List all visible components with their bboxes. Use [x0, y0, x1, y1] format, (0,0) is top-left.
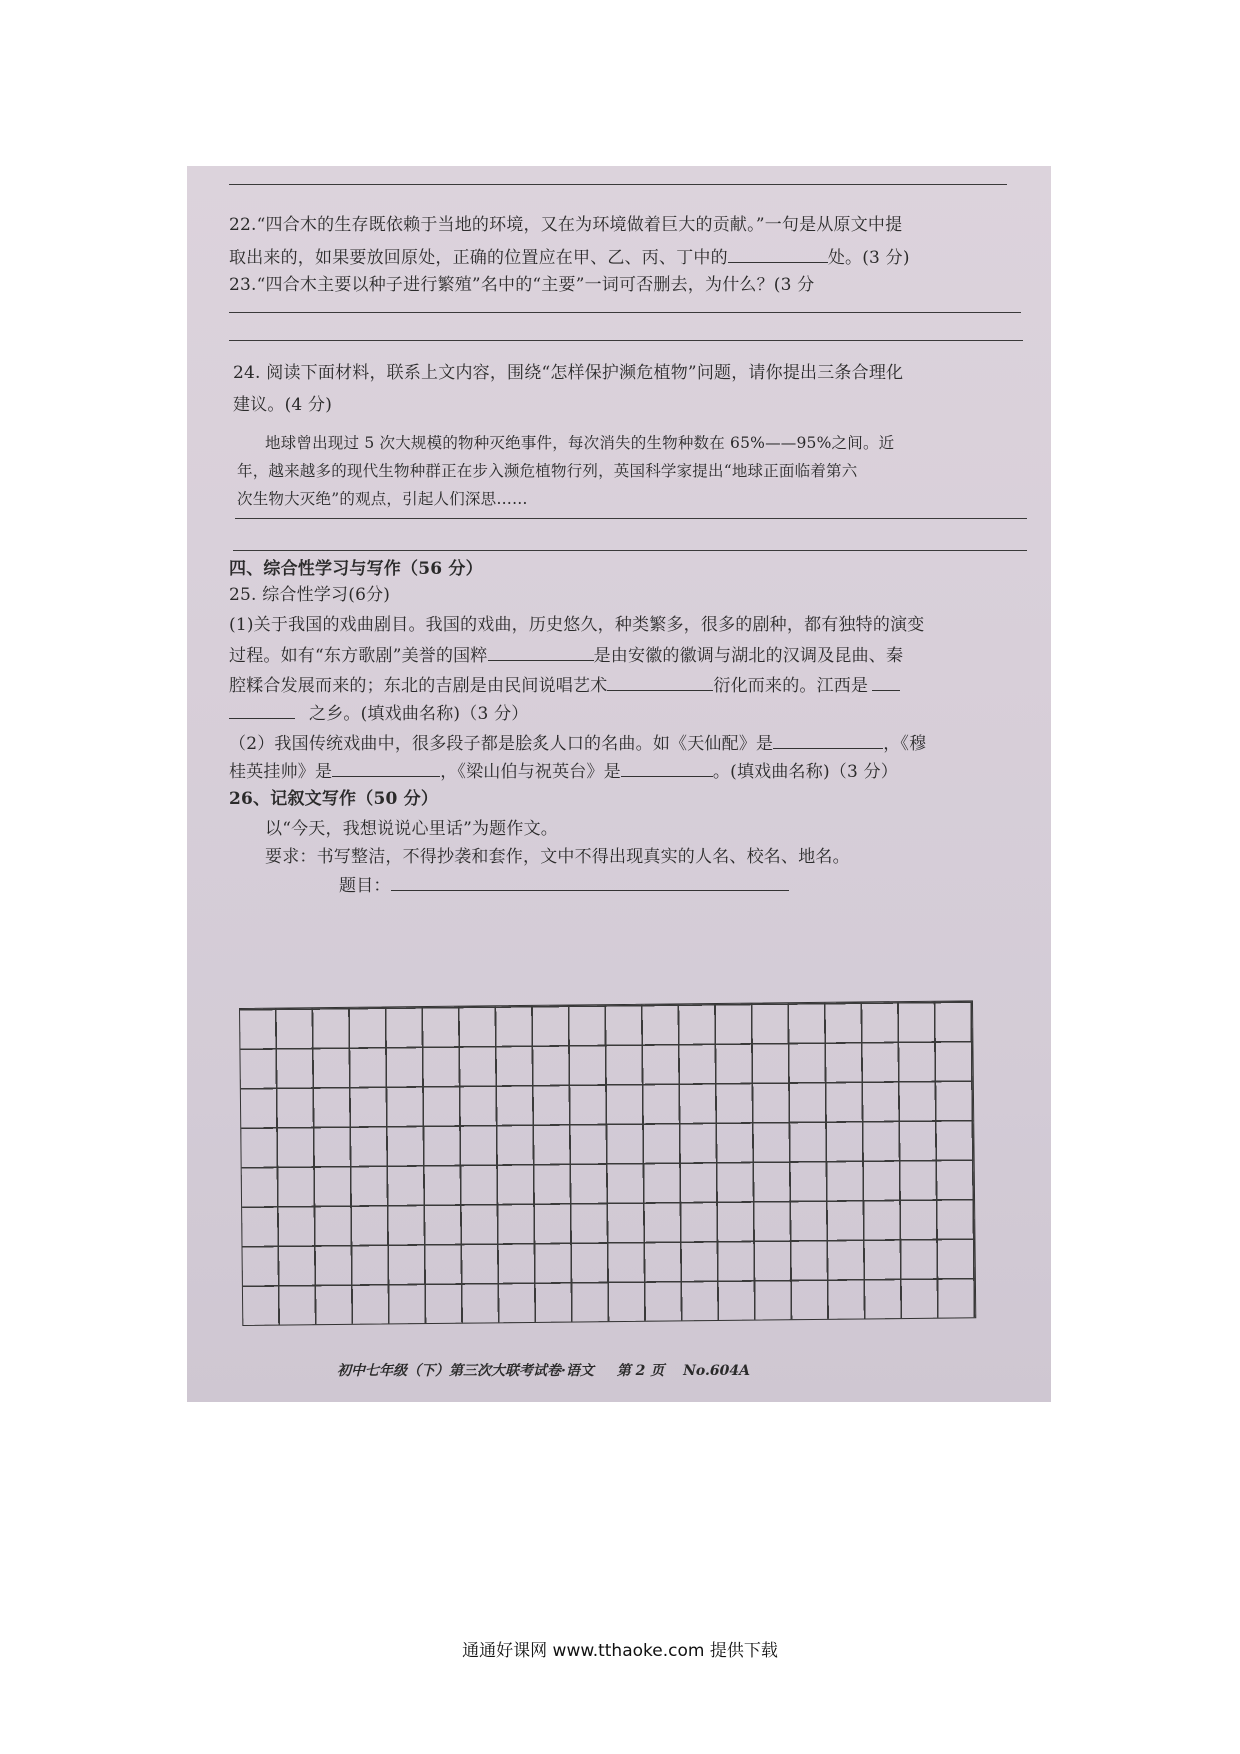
exam-page-photo	[187, 166, 1051, 1402]
exam-footer	[337, 1360, 750, 1380]
q22-line-2	[229, 246, 910, 269]
q25-2-line-2	[229, 760, 898, 783]
q25-1-score: 之乡。(填戏曲名称)（3 分）	[309, 704, 529, 724]
q24-line-1: 24. 阅读下面材料，联系上文内容，围绕“怎样保护濒危植物”问题，请你提出三条合理化	[233, 363, 904, 383]
exam-footer-title: 初中七年级（下）第三次大联考试卷·语文	[337, 1363, 594, 1379]
jilin-opera-blank[interactable]	[607, 674, 713, 691]
q25-1-line-3	[229, 674, 900, 697]
q24-line-2: 建议。(4 分)	[233, 395, 333, 415]
q25-1-text: 腔糅合发展而来的；东北的吉剧是由民间说唱艺术	[229, 676, 608, 696]
answer-rule	[235, 518, 1027, 519]
peking-opera-blank[interactable]	[488, 644, 594, 661]
answer-rule	[229, 312, 1021, 313]
jiangxi-opera-blank-start[interactable]	[872, 674, 900, 691]
exam-footer-page: 第 2 页	[616, 1363, 665, 1379]
q22-answer-blank[interactable]	[728, 246, 828, 263]
muguiying-blank[interactable]	[332, 760, 440, 777]
material-line-3: 次生物大灭绝”的观点，引起人们深思……	[237, 490, 528, 508]
section-4-title: 四、综合性学习与写作（56 分）	[229, 559, 483, 579]
answer-rule	[229, 340, 1023, 341]
q22-text: 取出来的，如果要放回原处，正确的位置应在甲、乙、丙、丁中的	[229, 248, 728, 268]
q22-line-1: 22.“四合木的生存既依赖于当地的环境，又在为环境做着巨大的贡献。”一句是从原文中提	[229, 215, 903, 235]
q25-2-text: ，《穆	[883, 734, 927, 754]
q25-1-line-2	[229, 644, 903, 667]
q26-title: 26、记叙文写作（50 分）	[229, 789, 439, 809]
q26-prompt: 以“今天，我想说说心里话”为题作文。	[265, 819, 558, 839]
answer-rule	[229, 184, 1007, 185]
q25-2-text: 桂英挂帅》是	[229, 762, 333, 782]
q23-line-1: 23.“四合木主要以种子进行繁殖”名中的“主要”一词可否删去，为什么？(3 分	[229, 275, 815, 295]
q25-1-text: 衍化而来的。江西是	[713, 676, 869, 696]
q25-1-line-1: (1)关于我国的戏曲剧目。我国的戏曲，历史悠久，种类繁多，很多的剧种，都有独特的演变	[229, 615, 925, 635]
q25-2-line-1	[229, 732, 926, 755]
essay-title-label: 题目：	[339, 876, 391, 896]
jiangxi-opera-blank[interactable]	[229, 702, 295, 719]
q25-2-text: ，《梁山伯与祝英台》是	[440, 762, 621, 782]
site-footer: 通通好课网 www.tthaoke.com 提供下载	[462, 1641, 778, 1661]
q25-1-text: 是由安徽的徽调与湖北的汉调及昆曲、秦	[593, 646, 904, 666]
exam-footer-code: No.604A	[683, 1363, 750, 1379]
q25-1-text: 过程。如有“东方歌剧”美誉的国粹	[229, 646, 488, 666]
q25-title: 25. 综合性学习(6分)	[229, 585, 391, 605]
q22-score: 处。(3 分)	[827, 248, 910, 268]
material-line-1: 地球曾出现过 5 次大规模的物种灭绝事件，每次消失的生物种数在 65%——95%之间。近	[265, 434, 895, 452]
q25-2-score: 。(填戏曲名称)（3 分）	[712, 762, 898, 782]
composition-grid[interactable]	[239, 1000, 976, 1326]
tianxianpei-blank[interactable]	[773, 732, 883, 749]
q25-1-line-4	[229, 702, 528, 725]
q25-2-text: （2）我国传统戏曲中，很多段子都是脍炙人口的名曲。如《天仙配》是	[229, 734, 774, 754]
material-line-2: 年，越来越多的现代生物种群正在步入濒危植物行列，英国科学家提出“地球正面临着第六	[237, 462, 858, 480]
answer-rule	[233, 550, 1027, 551]
liangzhu-blank[interactable]	[621, 760, 713, 777]
essay-title-row	[339, 874, 789, 897]
essay-title-blank[interactable]	[391, 874, 789, 891]
q26-requirements: 要求：书写整洁，不得抄袭和套作，文中不得出现真实的人名、校名、地名。	[265, 847, 850, 867]
